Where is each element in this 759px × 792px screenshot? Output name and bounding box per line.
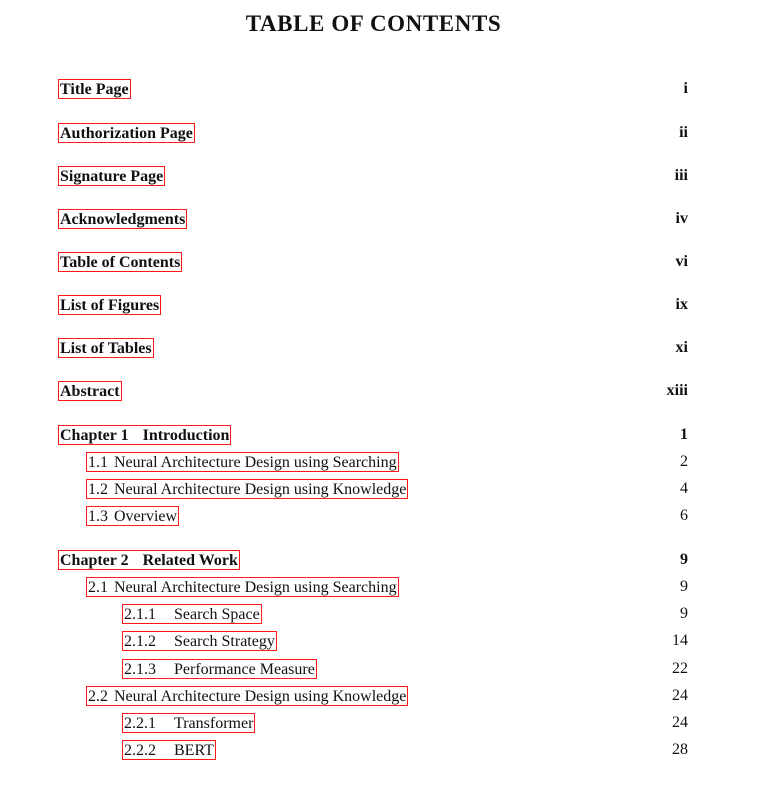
toc-entry-title: Neural Architecture Design using Searching [114,454,397,471]
toc-entry-acknowledgments [0,207,759,231]
toc-entry-list-of-figures [0,293,759,317]
toc-entry-table-of-contents [0,250,759,274]
toc-page-number: 4 [680,480,688,497]
toc-entry-subsection-2-2-2 [0,738,759,762]
toc-entry-title: Search Space [174,606,260,623]
toc-link-subsection-2-1-1[interactable] [122,604,262,624]
toc-link-signature-page[interactable]: Signature Page [60,168,164,185]
toc-subsection-number: 2.1.1 [124,606,156,623]
toc-page-number: 9 [680,551,688,568]
toc-link-list-of-tables[interactable]: List of Tables [60,340,152,357]
toc-subsection-number: 2.2.2 [124,742,156,759]
toc-entry-section-1-2 [0,477,759,501]
toc-link-section-1-3[interactable] [86,506,179,526]
toc-link-subsection-2-2-2[interactable] [122,740,216,760]
toc-link-acknowledgments[interactable]: Acknowledgments [60,211,186,228]
toc-entry-title-page [0,77,759,101]
toc-entry-subsection-2-1-2 [0,629,759,653]
toc-link-table-of-contents[interactable]: Table of Contents [60,254,181,271]
toc-entry-subsection-2-1-3 [0,657,759,681]
toc-page-number: 6 [680,507,688,524]
toc-section-number: 1.1 [88,454,108,471]
toc-link-section-1-2[interactable] [86,479,408,499]
toc-page-number: i [683,80,688,97]
toc-entry-subsection-2-1-1 [0,602,759,626]
toc-page-number: ii [679,124,688,141]
toc-page-number: xi [675,339,688,356]
page-title: TABLE OF CONTENTS [245,11,502,36]
toc-chapter-number: Chapter 2 [60,552,129,569]
toc-entry-subsection-2-2-1 [0,711,759,735]
toc-page-number: 2 [680,453,688,470]
toc-entry-title: Neural Architecture Design using Knowledge [114,481,407,498]
toc-section-number: 1.3 [88,508,108,525]
toc-link-section-1-1[interactable] [86,452,399,472]
toc-chapter-number: Chapter 1 [60,427,129,444]
toc-entry-title: Performance Measure [174,661,315,678]
toc-section-number: 2.2 [88,688,108,705]
toc-entry-title: Search Strategy [174,633,275,650]
toc-subsection-number: 2.1.3 [124,661,156,678]
toc-entry-list-of-tables [0,336,759,360]
toc-link-title-page[interactable]: Title Page [60,81,129,98]
toc-entry-chapter-2 [0,548,759,572]
toc-page-number: 9 [680,605,688,622]
toc-subsection-number: 2.1.2 [124,633,156,650]
toc-link-section-2-2[interactable] [86,686,408,706]
toc-page-number: 28 [672,741,688,758]
toc-page-number: iii [674,167,688,184]
toc-entry-section-1-3 [0,504,759,528]
toc-link-subsection-2-2-1[interactable] [122,713,255,733]
toc-link-abstract[interactable]: Abstract [60,383,120,400]
toc-page-number: 24 [672,714,688,731]
toc-entry-authorization-page [0,121,759,145]
toc-entry-title: Neural Architecture Design using Knowledge [114,688,407,705]
toc-entry-title: BERT [174,742,214,759]
toc-entry-title: Introduction [142,427,230,444]
toc-entry-chapter-1 [0,423,759,447]
toc-link-authorization-page[interactable]: Authorization Page [60,125,193,142]
toc-subsection-number: 2.2.1 [124,715,156,732]
toc-page-number: ix [675,296,688,313]
toc-entry-signature-page [0,164,759,188]
toc-link-subsection-2-1-2[interactable] [122,631,277,651]
toc-entry-abstract [0,379,759,403]
toc-link-list-of-figures[interactable]: List of Figures [60,297,160,314]
toc-link-chapter-1[interactable] [58,425,231,445]
toc-entry-section-2-1 [0,575,759,599]
toc-page-number: 14 [672,632,688,649]
toc-entry-title: Overview [114,508,178,525]
toc-entry-title: Neural Architecture Design using Searching [114,579,397,596]
toc-page-number: 24 [672,687,688,704]
toc-link-subsection-2-1-3[interactable] [122,659,317,679]
toc-page-number: 22 [672,660,688,677]
toc-entry-title: Transformer [174,715,254,732]
toc-entry-section-2-2 [0,684,759,708]
toc-page-number: xiii [666,382,688,399]
toc-link-section-2-1[interactable] [86,577,399,597]
toc-entry-section-1-1 [0,450,759,474]
toc-entry-title: Related Work [142,552,238,569]
toc-page-number: 9 [680,578,688,595]
toc-link-chapter-2[interactable] [58,550,240,570]
toc-page-number: vi [675,253,688,270]
toc-page-number: 1 [680,426,688,443]
toc-section-number: 1.2 [88,481,108,498]
toc-section-number: 2.1 [88,579,108,596]
toc-page-number: iv [675,210,688,227]
